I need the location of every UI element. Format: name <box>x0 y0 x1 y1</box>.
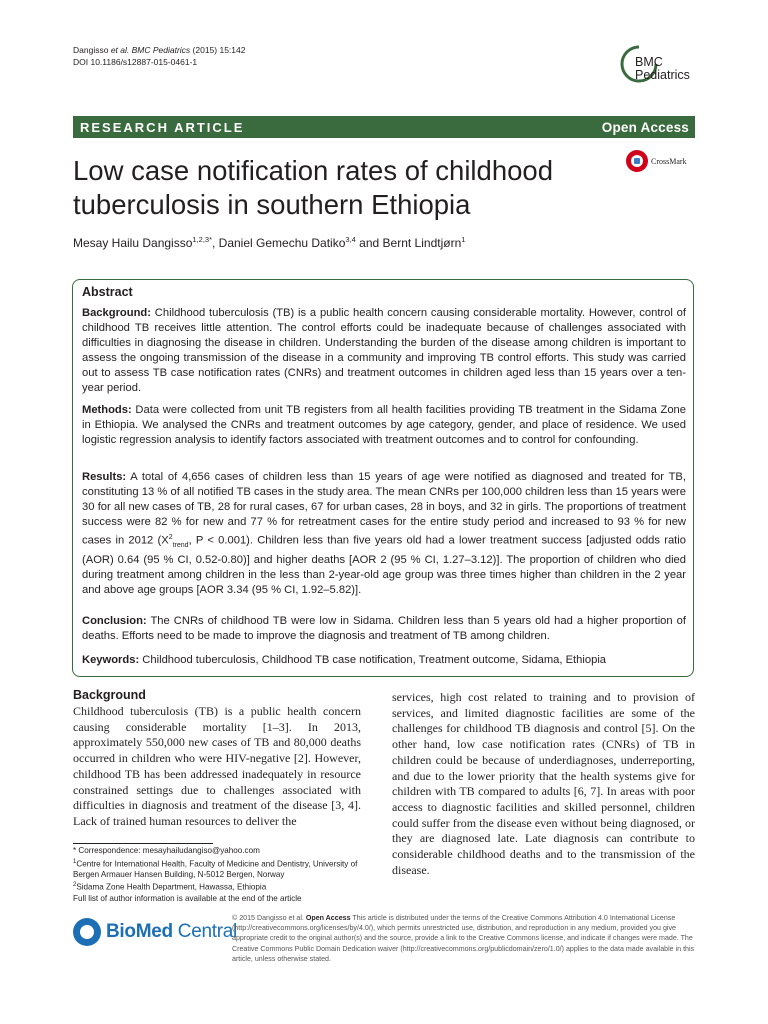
abstract-conclusion-text: The CNRs of childhood TB were low in Sidama. Children less than 5 years old had a higher proportion of deaths. Efforts need to be made to improve the diagnosis and treatment of TB among children. <box>82 615 686 642</box>
correspondence-note[interactable]: * Correspondence: mesayhailudangiso@yahoo.com <box>73 846 260 855</box>
citation-volume: (2015) 15:142 <box>190 45 246 55</box>
abstract-results <box>82 470 686 598</box>
abstract-keywords-text: Childhood tuberculosis, Childhood TB case notification, Treatment outcome, Sidama, Ethiopia <box>139 654 607 666</box>
affiliation-2-text: Sidama Zone Health Department, Hawassa, Ethiopia <box>76 883 267 893</box>
author-affiliation-sup: 1,2,3* <box>192 235 212 244</box>
author-list <box>73 235 465 250</box>
citation-line <box>73 44 245 56</box>
affiliation-sup: 1 <box>73 858 77 865</box>
footnotes <box>73 846 373 904</box>
journal-logo <box>619 44 699 100</box>
author-name: and Bernt Lindtjørn <box>355 236 462 250</box>
author-affiliation-sup: 1 <box>461 235 466 244</box>
affiliation-2 <box>73 880 373 893</box>
biomed-central-icon <box>73 918 101 946</box>
abstract-background <box>82 306 686 396</box>
publisher-logo-bold: BioMed <box>106 921 173 942</box>
doi[interactable]: DOI 10.1186/s12887-015-0461-1 <box>73 57 198 67</box>
abstract-heading: Abstract <box>82 285 133 299</box>
publisher-logo <box>73 918 237 946</box>
journal-logo-text <box>635 56 690 82</box>
affiliation-sup: 2 <box>73 882 77 889</box>
full-list-note: Full list of author information is available at the end of the article <box>73 893 302 903</box>
article-type-banner <box>73 116 695 138</box>
body-column-left: Childhood tuberculosis (TB) is a public health concern causing considerable mortality [1–3]. In 2013, approximately 550,000 new cases of TB and 80,000 deaths occurred in children who were HIV-negative [2]. However, childhood TB has been addressed inadequately in resource constrained settings due to challenges associated with difficulties in diagnosis and treatment of the disease [3, 4]. Lack of trained human resources to deliver the <box>73 704 361 828</box>
journal-logo-line2: Pediatrics <box>635 68 690 82</box>
license-open-access: Open Access <box>305 914 351 922</box>
license-prefix: © 2015 Dangisso et al. <box>232 914 306 922</box>
abstract-methods <box>82 403 686 448</box>
citation-authors: Dangisso <box>73 45 109 55</box>
license-notice <box>232 913 697 964</box>
article-title: Low case notification rates of childhood tuberculosis in southern Ethiopia <box>73 155 554 220</box>
footnote-divider <box>73 843 213 844</box>
author-affiliation-sup: 3,4 <box>345 235 356 244</box>
abstract-background-label: Background: <box>82 307 151 319</box>
affiliation-1 <box>73 857 373 881</box>
abstract-results-text: A total of 4,656 cases of children less than 15 years of age were notified as diagnosed and treated for TB, constituting 13 % of all notified TB cases in the study area. The mean CNRs per 100,000 children less than 15 years were 30 for all new cases of TB, 28 for rural cases, 67 for urban cases, 28 in boys, and 32 in girls. The proportions of treatment success were 82 % for new and 77 % for retreatment cases for the entire study period and increased to 93 % for new cases in 2012 (X <box>82 471 686 547</box>
affiliation-1-text: Centre for International Health, Faculty of Medicine and Dentistry, University of Bergen Armauer Hansen Building, N-5012 Bergen, Norway <box>73 859 358 879</box>
open-access-label: Open Access <box>601 119 689 135</box>
abstract-conclusion-label: Conclusion: <box>82 615 147 627</box>
author-name: Mesay Hailu Dangisso <box>73 236 193 250</box>
abstract-keywords-label: Keywords: <box>82 654 140 666</box>
abstract-keywords <box>82 653 686 668</box>
crossmark-label: CrossMark <box>651 156 687 166</box>
publisher-logo-text <box>106 921 237 943</box>
abstract-methods-label: Methods: <box>82 404 132 416</box>
crossmark-icon <box>626 150 648 172</box>
author-name: , Daniel Gemechu Datiko <box>212 236 346 250</box>
abstract-methods-text: Data were collected from unit TB registers from all health facilities providing TB treatment in the Sidama Zone in Ethiopia. We analysed the CNRs and treatment outcomes by age category, gender, and place of residence. We used logistic regression analysis to identify factors associated with treatment outcomes and to control for confounding. <box>82 404 686 446</box>
citation-journal: et al. BMC Pediatrics <box>110 45 191 55</box>
section-heading-background: Background <box>73 688 146 702</box>
trend-sub: trend <box>172 541 189 549</box>
crossmark-badge[interactable] <box>626 150 687 172</box>
article-type-label: RESEARCH ARTICLE <box>80 119 245 135</box>
chi-square-sup: 2 <box>168 534 173 541</box>
abstract-results-text-continued: , P < 0.001). Children less than five years old had a lower treatment success [adjusted odds ratio (AOR) 0.64 (95 % CI, 0.52-0.80)] and higher deaths [AOR 2 (95 % CI, 1.27–3.12)]. The proportion of children who died during treatment among children in the less than 2-year-old age group was three times higher than children in the 2 year and above age groups [AOR 3.34 (95 % CI, 1.92–5.82)]. <box>82 534 686 596</box>
abstract-results-label: Results: <box>82 471 127 483</box>
body-column-right: services, high cost related to training and to provision of services, and limited diagnostic facilities are some of the challenges for childhood TB diagnosis and control [5]. On the other hand, low case notification rates (CNRs) of TB in children could be because of underdiagnoses, underreporting, and due to the lower priority that the health systems give for children with TB compared to adults [6, 7]. In areas with poor access to diagnostic facilities and skilled personnel, children could suffer from the disease even without being diagnosed, or they are diagnosed late. Late diagnosis can contribute to considerable childhood deaths and to the transmission of the disease. <box>392 690 695 877</box>
journal-logo-line1: BMC <box>635 55 663 69</box>
abstract-conclusion <box>82 614 686 644</box>
license-text: This article is distributed under the terms of the Creative Commons Attribution 4.0 International License (http://creativecommons.org/licenses/by/4.0/), which permits unrestricted use, distribution, and reproduction in any medium, provided you give appropriate credit to the original author(s) and the source, provide a link to the Creative Commons license, and indicate if changes were made. The Creative Commons Public Domain Dedication waiver (http://creativecommons.org/publicdomain/zero/1.0/) applies to the data made available in this article, unless otherwise stated. <box>232 914 695 963</box>
abstract-background-text: Childhood tuberculosis (TB) is a public health concern causing considerable mortality. However, control of childhood TB receives little attention. The control efforts could be inadequate because of challenges associated with difficulties in diagnosing the disease in children. Understanding the burden of the disease among children is important to assess the ongoing transmission of the disease in a community and improving TB control efforts. This study was carried out to assess TB case notification rates (CNRs) and treatment outcomes in children aged less than 15 years over a ten-year period. <box>82 307 686 394</box>
citation-header <box>73 44 245 68</box>
publisher-logo-regular: Central <box>172 921 237 942</box>
